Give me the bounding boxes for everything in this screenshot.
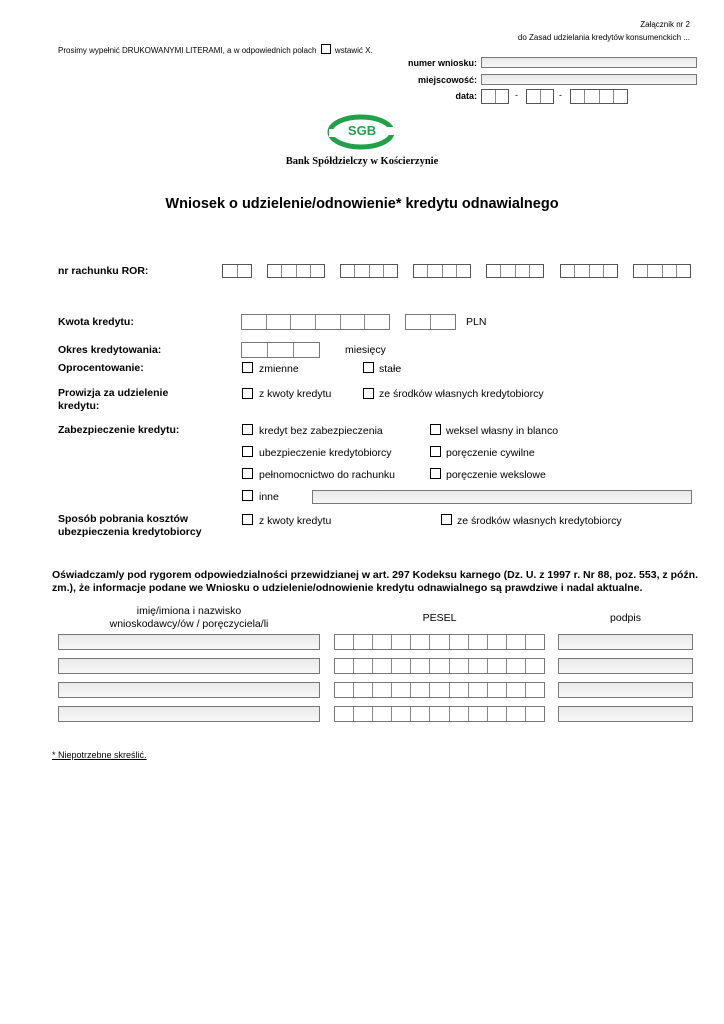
currency-label: PLN <box>466 316 487 328</box>
amount-decimals-field[interactable] <box>405 314 456 330</box>
signature-sign-field[interactable] <box>558 682 693 698</box>
insurance-cost-label-cont: ubezpieczenia kredytobiorcy <box>58 526 202 538</box>
logo-text: SGB <box>347 123 377 138</box>
signature-name-field[interactable] <box>58 682 320 698</box>
attachment-number: Załącznik nr 2 <box>640 20 690 29</box>
signature-sign-field[interactable] <box>558 658 693 674</box>
place-label: miejscowość: <box>417 75 477 85</box>
insurance-own-funds-checkbox[interactable] <box>441 514 452 525</box>
page-title: Wniosek o udzielenie/odnowienie* kredytu odnawialnego <box>165 196 559 212</box>
interest-variable-label: zmienne <box>259 363 299 375</box>
signature-name-field[interactable] <box>58 658 320 674</box>
account-field-group[interactable] <box>267 264 325 278</box>
date-day-field[interactable] <box>481 89 509 104</box>
insurance-from-credit-label: z kwoty kredytu <box>259 515 332 527</box>
col-name-header <box>58 605 320 631</box>
footnote: * Niepotrzebne skreślić. <box>52 750 147 760</box>
security-insurance-label: ubezpieczenie kredytobiorcy <box>259 447 392 459</box>
request-number-label: numer wniosku: <box>407 58 477 68</box>
signature-sign-field[interactable] <box>558 706 693 722</box>
signature-name-field[interactable] <box>58 706 320 722</box>
request-number-field[interactable] <box>481 57 697 68</box>
date-month-field[interactable] <box>526 89 554 104</box>
col-name-header-line1: imię/imiona i nazwisko <box>136 605 242 617</box>
security-other-checkbox[interactable] <box>242 490 253 501</box>
fill-instruction-suffix: wstawić X. <box>334 46 373 55</box>
period-field[interactable] <box>241 342 320 358</box>
fill-instruction-text: Prosimy wypełnić DRUKOWANYMI LITERAMI, a w odpowiednich polach <box>58 46 317 55</box>
insurance-cost-label: Sposób pobrania kosztów <box>58 513 189 525</box>
account-field-group[interactable] <box>486 264 544 278</box>
bank-name: Bank Spółdzielczy w Kościerzynie <box>285 156 439 167</box>
account-field-group[interactable] <box>560 264 618 278</box>
date-label: data: <box>455 91 477 101</box>
security-account-power-label: pełnomocnictwo do rachunku <box>259 469 395 481</box>
date-year-field[interactable] <box>570 89 628 104</box>
insurance-own-funds-label: ze środków własnych kredytobiorcy <box>457 515 622 527</box>
security-blank-note-checkbox[interactable] <box>430 424 441 435</box>
insurance-from-credit-checkbox[interactable] <box>242 514 253 525</box>
signature-name-field[interactable] <box>58 634 320 650</box>
security-other-label: inne <box>259 491 279 503</box>
security-blank-note-label: weksel własny in blanco <box>446 425 559 437</box>
commission-label-cont: kredytu: <box>58 400 100 412</box>
fill-instruction <box>58 44 373 55</box>
security-none-label: kredyt bez zabezpieczenia <box>259 425 383 437</box>
signature-pesel-field[interactable] <box>334 706 545 722</box>
date-separator: - <box>559 90 562 100</box>
account-label: nr rachunku ROR: <box>58 265 149 277</box>
date-separator: - <box>515 90 518 100</box>
commission-from-credit-checkbox[interactable] <box>242 388 253 399</box>
commission-from-credit-label: z kwoty kredytu <box>259 388 332 400</box>
account-field-group[interactable] <box>633 264 691 278</box>
security-bill-guarantee-checkbox[interactable] <box>430 468 441 479</box>
account-field-group[interactable] <box>340 264 398 278</box>
place-field[interactable] <box>481 74 697 85</box>
signature-pesel-field[interactable] <box>334 682 545 698</box>
checkbox-sample-icon <box>321 44 331 54</box>
account-field-group[interactable] <box>222 264 252 278</box>
signature-sign-field[interactable] <box>558 634 693 650</box>
security-civil-guarantee-checkbox[interactable] <box>430 446 441 457</box>
col-sign-header: podpis <box>610 612 641 624</box>
declaration-text: Oświadczam/y pod rygorem odpowiedzialności przewidzianej w art. 297 Kodeksu karnego (Dz. U. z 1997 r. Nr 88, poz. 553, z późn. zm.), że informacje podane we Wniosku o udzielenie/odnowienie kredytu odnawialnego są prawdziwe i nadal aktualne. <box>52 569 698 594</box>
col-name-header-line2: wnioskodawcy/ów / poręczyciela/li <box>109 618 269 630</box>
interest-fixed-checkbox[interactable] <box>363 362 374 373</box>
security-bill-guarantee-label: poręczenie wekslowe <box>446 469 546 481</box>
amount-label: Kwota kredytu: <box>58 316 134 328</box>
interest-variable-checkbox[interactable] <box>242 362 253 373</box>
commission-label: Prowizja za udzielenie <box>58 387 169 399</box>
attachment-description: do Zasad udzielania kredytów konsumenckich ... <box>517 33 690 42</box>
period-unit: miesięcy <box>345 344 386 356</box>
period-label: Okres kredytowania: <box>58 344 162 356</box>
security-label: Zabezpieczenie kredytu: <box>58 424 180 436</box>
interest-label: Oprocentowanie: <box>58 362 144 374</box>
security-other-field[interactable] <box>312 490 692 504</box>
security-insurance-checkbox[interactable] <box>242 446 253 457</box>
security-account-power-checkbox[interactable] <box>242 468 253 479</box>
security-none-checkbox[interactable] <box>242 424 253 435</box>
sgb-logo <box>327 112 397 152</box>
commission-own-funds-checkbox[interactable] <box>363 388 374 399</box>
signature-pesel-field[interactable] <box>334 658 545 674</box>
account-field-group[interactable] <box>413 264 471 278</box>
commission-own-funds-label: ze środków własnych kredytobiorcy <box>379 388 544 400</box>
signature-pesel-field[interactable] <box>334 634 545 650</box>
interest-fixed-label: stałe <box>379 363 402 375</box>
security-civil-guarantee-label: poręczenie cywilne <box>446 447 535 459</box>
amount-field[interactable] <box>241 314 390 330</box>
col-pesel-header: PESEL <box>422 612 457 624</box>
